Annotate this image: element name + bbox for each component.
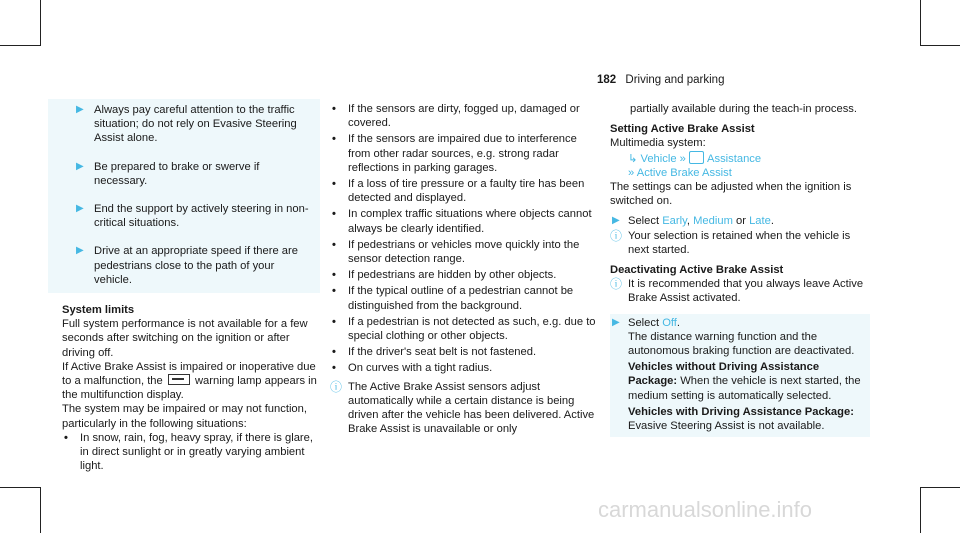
list-item: • If the sensors are impaired due to interference from other radar sources, e.g. strong radar reflections in parking garages. <box>332 133 577 174</box>
step-item: ▶ Drive at an appropriate speed if there are pedestrians close to the path of your vehicle. <box>76 245 298 286</box>
list-item: • In snow, rain, fog, heavy spray, if there is glare, in direct sunlight or in greatly varying ambient light. <box>64 431 313 473</box>
conditions-list <box>62 431 320 474</box>
list-item: • If the typical outline of a pedestrian cannot be distinguished from the background. <box>332 285 574 312</box>
setting-heading: Setting Active Brake Assist <box>610 123 755 136</box>
arrow-icon: ▶ <box>612 316 620 328</box>
crop-mark <box>0 45 40 46</box>
instruction-box <box>610 314 870 438</box>
menu-path: ↳ Vehicle » Assistance <box>628 152 762 165</box>
return-arrow-icon: ↳ <box>628 152 638 165</box>
system-limits-text: Full system performance is not available for a few seconds after switching on the ignition or after driving off. <box>62 318 308 359</box>
list-item: • On curves with a tight radius. <box>332 362 493 375</box>
crop-mark <box>40 487 41 533</box>
page-number: 182 <box>597 74 617 86</box>
double-chevron-icon: » <box>679 152 686 165</box>
arrow-icon: ▶ <box>76 245 84 257</box>
crop-mark <box>920 0 921 46</box>
column-2 <box>330 102 600 436</box>
arrow-icon: ▶ <box>76 104 84 115</box>
settings-text: The settings can be adjusted when the ignition is switched on. <box>610 181 852 208</box>
info-note: ⓘ The Active Brake Assist sensors adjust automatically while a certain distance is being driven after the vehicle has been delivered. Active Brake Assist is unavailable or only <box>330 379 595 436</box>
impaired-text: If Active Brake Assist is impaired or inoperative due to a malfunction, the warning lamp appears in the multifunction display. <box>62 360 317 402</box>
list-item: • If the sensors are dirty, fogged up, damaged or covered. <box>332 103 580 130</box>
with-package: Vehicles with Driving Assistance Package: Evasive Steering Assist is not available. <box>628 405 854 433</box>
info-note: ⓘ It is recommended that you always leave Active Brake Assist activated. <box>610 277 864 305</box>
instruction-box <box>48 99 320 293</box>
crop-mark <box>920 45 960 46</box>
step-item: ▶ End the support by actively steering in non-critical situations. <box>76 203 309 230</box>
list-item: • If a loss of tire pressure or a faulty tire has been detected and displayed. <box>332 178 585 205</box>
info-icon: ⓘ <box>610 228 623 243</box>
impaired-text-2: The system may be impaired or may not function, particularly in the following situations: <box>62 403 307 430</box>
arrow-icon: ▶ <box>612 215 620 227</box>
info-icon: ⓘ <box>330 379 343 394</box>
deactivating-heading: Deactivating Active Brake Assist <box>610 264 784 277</box>
conditions-list <box>330 102 600 376</box>
select-off-step: ▶ Select Off. The distance warning function and the autonomous braking function are deactivated. Vehicles without Driving Assistance Package: When the vehicle is next started, the medium setting is automatically selected. Vehicles with Driving Assistance Package: Evasive Steering Assist is not available. <box>610 316 864 434</box>
step-item: ▶ Be prepared to brake or swerve if necessary. <box>76 160 260 187</box>
list-item: • If the driver's seat belt is not fastened. <box>332 346 537 359</box>
info-note: ⓘ Your selection is retained when the vehicle is next started. <box>610 228 851 256</box>
car-icon <box>689 151 704 164</box>
select-step: ▶ Select Early, Medium or Late. <box>612 215 774 228</box>
page-header <box>597 73 724 87</box>
section-title: Driving and parking <box>625 74 725 86</box>
info-icon: ⓘ <box>610 277 623 292</box>
arrow-icon: ▶ <box>76 203 84 215</box>
multimedia-label: Multimedia system: <box>610 137 706 150</box>
step-item: ▶ Always pay careful attention to the traffic situation; do not rely on Evasive Steering Assist alone. <box>76 104 297 145</box>
system-limits-heading: System limits <box>62 304 135 317</box>
column-3 <box>610 102 870 437</box>
crop-mark <box>40 0 41 46</box>
crop-mark <box>0 487 40 488</box>
warning-lamp-icon <box>168 374 190 385</box>
column-1 <box>62 99 320 475</box>
list-item: • If pedestrians are hidden by other objects. <box>332 269 557 282</box>
list-item: • If pedestrians or vehicles move quickly into the sensor detection range. <box>332 238 580 266</box>
watermark: carmanualsonline.info <box>598 497 813 522</box>
without-package: Vehicles without Driving Assistance Package: When the vehicle is next started, the medium setting is automatically selected. <box>628 361 861 402</box>
list-item: • In complex traffic situations where objects cannot always be clearly identified. <box>332 208 592 235</box>
double-chevron-icon: » <box>628 166 635 179</box>
menu-path-2: » Active Brake Assist <box>628 166 732 179</box>
crop-mark <box>920 487 960 488</box>
arrow-icon: ▶ <box>76 160 84 172</box>
note-continued: partially available during the teach-in process. <box>630 103 857 115</box>
crop-mark <box>920 487 921 533</box>
list-item: • If a pedestrian is not detected as such, e.g. due to special clothing or other objects. <box>332 315 596 343</box>
